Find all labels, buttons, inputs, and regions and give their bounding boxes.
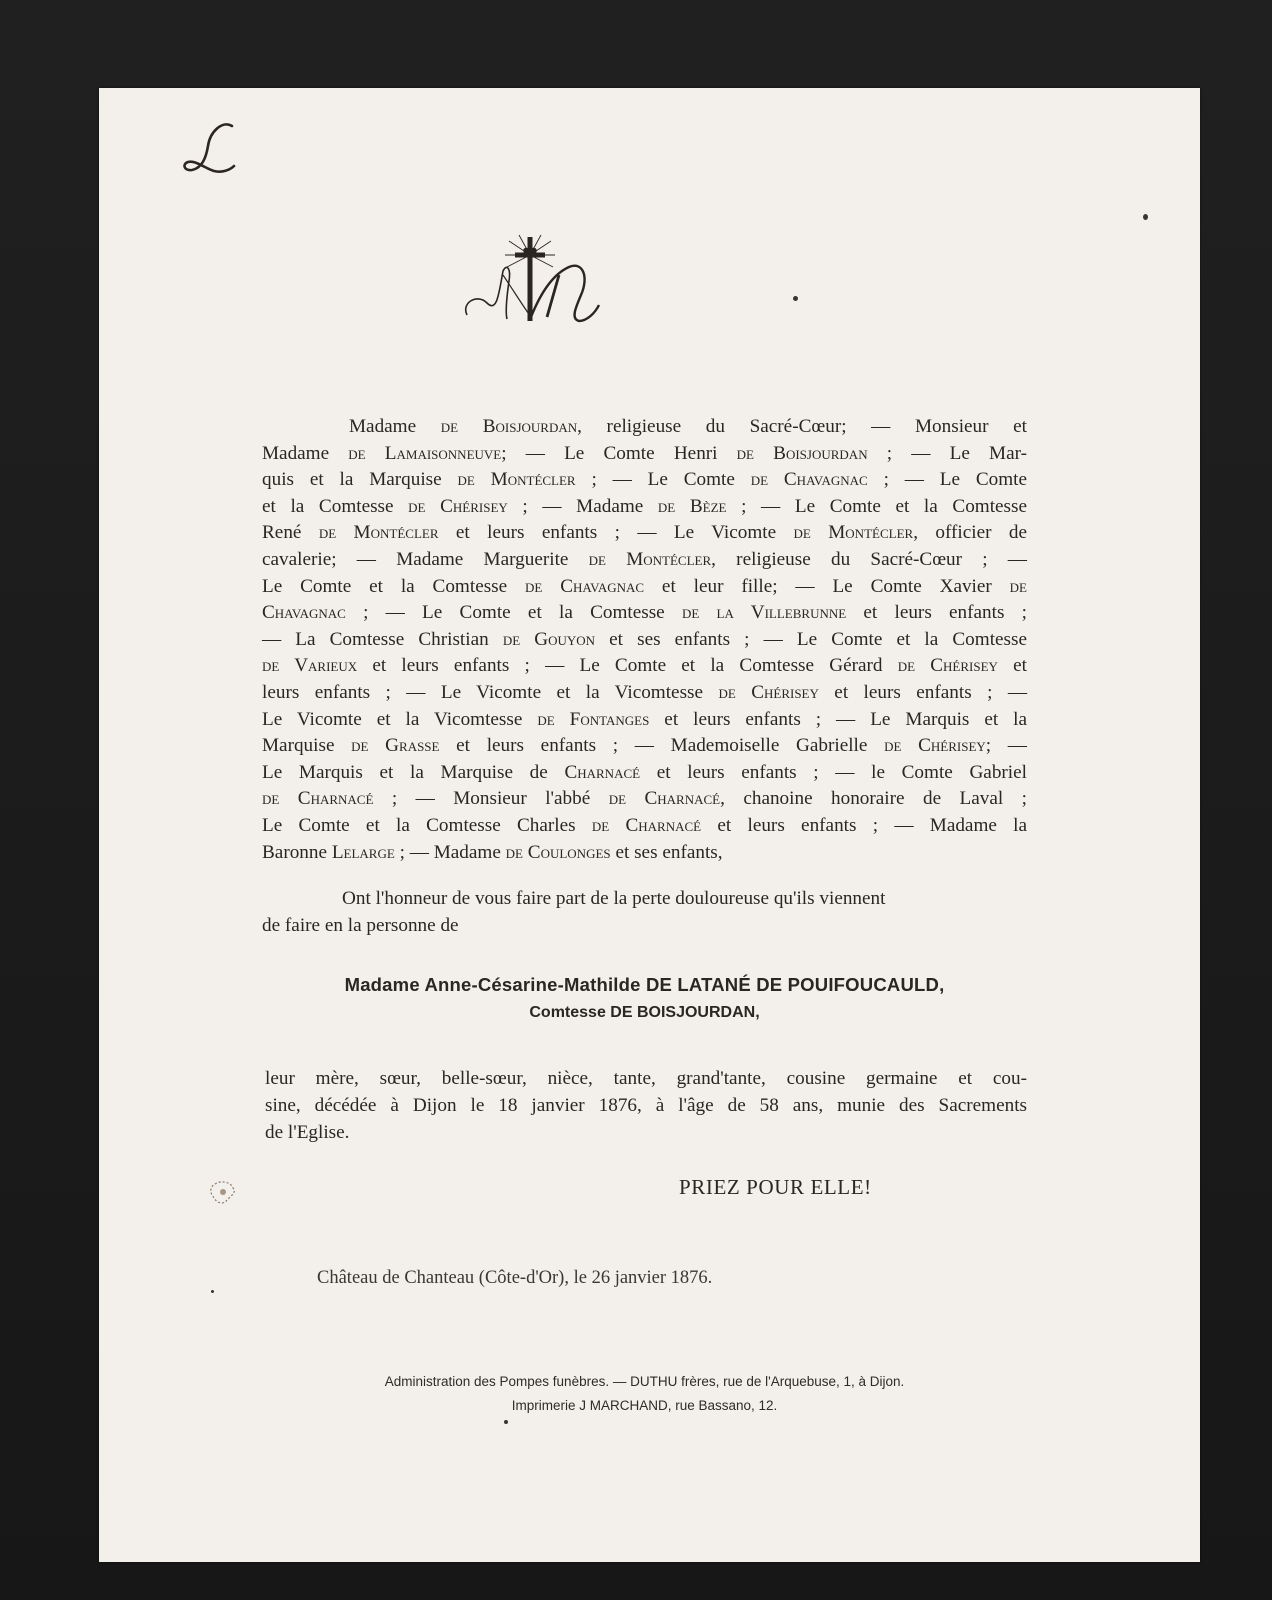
family-name: de Chérisey (408, 495, 508, 517)
family-name: de (1009, 575, 1027, 597)
family-text: et ses enfants, (610, 841, 723, 863)
family-text: Le Marquis et la Marquise de (262, 761, 565, 783)
family-name: de Boisjourdan (736, 442, 868, 464)
family-text: ; — Le Comte et la Comtesse (726, 495, 1028, 517)
family-name: de Montécler (318, 522, 439, 544)
family-text: et leurs enfants ; — Le Marquis et la (649, 708, 1027, 730)
family-name: de Chavagnac (525, 575, 645, 597)
family-list-line (262, 520, 1027, 547)
family-text: et leurs enfants ; — Le Comte et la Comtesse Gérard (357, 655, 898, 677)
announcement-line-1: Ont l'honneur de vous faire part de la perte douloureuse qu'ils viennent (342, 888, 886, 909)
announcement-line-2: de faire en la personne de (262, 915, 459, 936)
family-text: Le Comte et la Comtesse Charles (262, 814, 592, 836)
family-text: ; — Le Comte et la Comtesse (345, 602, 682, 624)
family-text: — La Comtesse Christian (262, 628, 503, 650)
family-name: de Montécler (588, 548, 712, 570)
family-name: de Lamaisonneuve (348, 442, 502, 464)
family-list-line (262, 414, 1027, 441)
family-text: et (997, 655, 1027, 677)
family-list-line (262, 786, 1027, 813)
family-text: et leurs enfants ; — (818, 681, 1028, 703)
family-text: ; — Le Comte (575, 469, 751, 491)
family-name: de Gouyon (502, 628, 596, 650)
family-name: de Chérisey (884, 735, 986, 757)
family-list-line (262, 840, 1027, 867)
paper-speck (211, 1290, 214, 1293)
deceased-name-block (262, 974, 1027, 1022)
family-list-line (262, 494, 1027, 521)
printer-credits (262, 1370, 1027, 1418)
family-list-paragraph (262, 414, 1027, 866)
family-name: de Chérisey (718, 681, 819, 703)
family-list-line (262, 574, 1027, 601)
family-text: , officier de (913, 522, 1027, 544)
family-text: , religieuse du Sacré-Cœur; — Monsieur et (577, 416, 1027, 437)
family-text: Le Comte et la Comtesse (262, 575, 526, 597)
details-line-3: de l'Eglise. (265, 1122, 350, 1143)
family-name: de Grasse (351, 735, 440, 757)
handwritten-mark (174, 118, 244, 178)
family-text: ; — Monsieur l'abbé (373, 788, 609, 810)
family-name: de Montécler (457, 469, 576, 491)
family-list-line (262, 547, 1027, 574)
deceased-title: Comtesse DE BOISJOURDAN, (529, 1004, 760, 1021)
deceased-name: Madame Anne-Césarine-Mathilde DE LATANÉ DE POUIFOUCAULD, (344, 974, 945, 995)
family-list-line (262, 467, 1027, 494)
family-text: Baronne (262, 841, 332, 863)
details-line-1: leur mère, sœur, belle-sœur, nièce, tante, grand'tante, cousine germaine et cou- (265, 1068, 1027, 1089)
family-name: de Charnacé (608, 788, 721, 810)
family-text: et leurs enfants ; (846, 602, 1027, 624)
family-list-line (262, 627, 1027, 654)
family-text: René (262, 522, 319, 544)
paper-speck (793, 296, 798, 301)
family-name: de Charnacé (262, 788, 374, 810)
family-text: et leur fille; — Le Comte Xavier (644, 575, 1010, 597)
family-text: cavalerie; — Madame Marguerite (262, 548, 589, 570)
family-name: Chavagnac (262, 602, 346, 624)
family-name: de Charnacé (591, 814, 702, 836)
family-text: quis et la Marquise (262, 469, 458, 491)
family-name: de Boisjourdan (440, 416, 578, 437)
family-name: de Varieux (262, 655, 358, 677)
family-name: de Chérisey (897, 655, 998, 677)
family-text: ; — (985, 735, 1027, 757)
family-text: et leurs enfants ; — le Comte Gabriel (640, 761, 1027, 783)
family-name: de Bèze (657, 495, 727, 517)
family-text: leurs enfants ; — Le Vicomte et la Vicomtesse (262, 681, 719, 703)
family-text: ; — Madame (507, 495, 658, 517)
family-text: Marquise (262, 735, 352, 757)
family-name: de Fontanges (537, 708, 650, 730)
paper-speck (1143, 214, 1148, 220)
family-text: et ses enfants ; — Le Comte et la Comtesse (595, 628, 1028, 650)
family-text: Madame (349, 416, 441, 437)
family-list-line (262, 733, 1027, 760)
family-name: de Coulonges (505, 841, 611, 863)
family-text: Le Vicomte et la Vicomtesse (262, 708, 538, 730)
family-list-line (262, 653, 1027, 680)
details-line-2: sine, décédée à Dijon le 18 janvier 1876, à l'âge de 58 ans, munie des Sacrements (265, 1095, 1027, 1116)
details-paragraph (265, 1065, 1027, 1146)
family-list-line (262, 707, 1027, 734)
paper-speck (504, 1420, 508, 1424)
family-name: de Chavagnac (750, 469, 868, 491)
announcement-paragraph (262, 885, 1027, 939)
family-text: et leurs enfants ; — Madame la (701, 814, 1027, 836)
monogram-cross-icon (459, 233, 609, 328)
family-name: de Montécler (793, 522, 914, 544)
family-list-line (262, 680, 1027, 707)
family-text: ; — Le Comte (867, 469, 1027, 491)
paper-stain (207, 1178, 243, 1208)
family-name: Lelarge (331, 841, 395, 863)
printer-line-2: Imprimerie J MARCHAND, rue Bassano, 12. (511, 1398, 778, 1413)
family-name: Charnacé (564, 761, 641, 783)
family-list-line (262, 760, 1027, 787)
family-text: , religieuse du Sacré-Cœur ; — (711, 548, 1027, 570)
family-text: , chanoine honoraire de Laval ; (720, 788, 1027, 810)
family-text: et leurs enfants ; — Le Vicomte (438, 522, 794, 544)
family-text: et la Comtesse (262, 495, 409, 517)
family-text: ; — Madame (394, 841, 506, 863)
family-text: et leurs enfants ; — Mademoiselle Gabrielle (439, 735, 885, 757)
family-list-line (262, 600, 1027, 627)
prayer-line: PRIEZ POUR ELLE! (679, 1175, 872, 1199)
family-text: Madame (262, 442, 349, 464)
place-date: Château de Chanteau (Côte-d'Or), le 26 janvier 1876. (317, 1268, 713, 1288)
family-list-line (262, 441, 1027, 468)
funeral-notice-paper (99, 88, 1200, 1562)
printer-line-1: Administration des Pompes funèbres. — DUTHU frères, rue de l'Arquebuse, 1, à Dijon. (384, 1374, 905, 1389)
family-text: ; — Le Comte Henri (501, 442, 737, 464)
family-text: ; — Le Mar- (867, 442, 1027, 464)
family-list-line (262, 813, 1027, 840)
family-name: de la Villebrunne (681, 602, 847, 624)
